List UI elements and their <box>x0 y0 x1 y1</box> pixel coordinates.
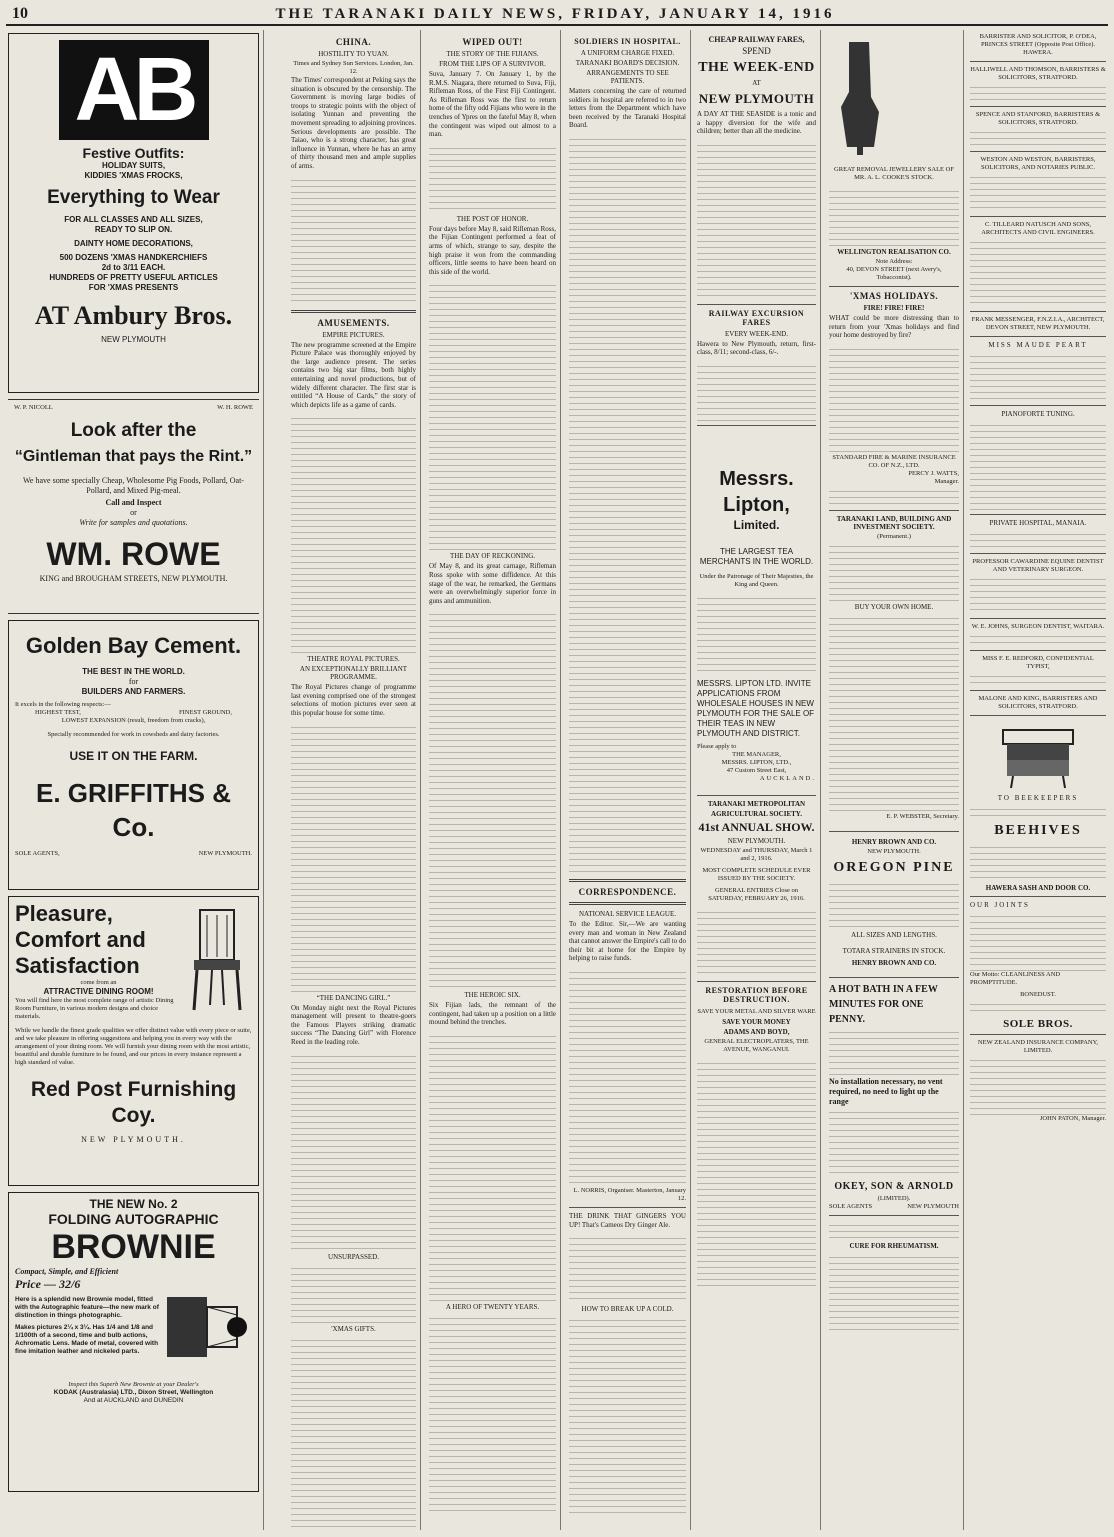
ab-logo: AB <box>59 40 209 140</box>
redpost-text: come from an <box>80 979 117 986</box>
brownie-line: Compact, Simple, and Efficient <box>15 1267 119 1276</box>
text-block <box>569 134 686 874</box>
lipton-title: Messrs. Lipton, <box>719 467 794 516</box>
ad-line: NEW PLYMOUTH <box>907 1202 959 1210</box>
cement-line: USE IT ON THE FARM. <box>69 749 198 763</box>
chair-illustration <box>182 905 252 1015</box>
professional-card: W. E. JOHNS, SURGEON DENTIST, WAITARA. <box>971 623 1105 630</box>
brownie-line: Makes pictures 2¼ x 3¼. Has 1/4 and 1/8 and 1/100th of a second, time and bulb actions, Achromatic Lens. Made of metal, covered with fine imitation leather and nickeled parts. <box>15 1324 159 1355</box>
cement-line: LOWEST EXPANSION (result, freedom from cracks), <box>61 717 206 724</box>
article-text: Matters concerning the care of returned soldiers in hospital are referred to in two letters from the Department which have been received by the Taranaki Hospital Board. <box>569 87 686 130</box>
article-heading: AMUSEMENTS. <box>317 317 390 328</box>
rowe-text: Call and Inspect <box>105 498 162 507</box>
redpost-headline: Pleasure, <box>15 901 113 926</box>
ad-line: ADAMS AND BOYD, <box>723 1027 790 1036</box>
article-subheading: 'XMAS GIFTS. <box>331 1324 376 1333</box>
show-heading: TARANAKI METROPOLITAN <box>707 799 806 808</box>
ambury-line: FOR 'XMAS PRESENTS <box>88 283 179 292</box>
text-block <box>569 1233 686 1303</box>
text-block <box>829 1107 959 1177</box>
text-block <box>291 722 416 992</box>
ad-line: AT <box>752 79 761 87</box>
rowe-text: We have some specially Cheap, Wholesome Pig Foods, Pollard, Oat-Pollard, and Mixed Pig-meal. <box>23 476 244 495</box>
text-block <box>697 140 816 300</box>
professional-card: PRIVATE HOSPITAL, MANAIA. <box>989 519 1087 527</box>
text-block <box>291 1051 416 1251</box>
text-block <box>970 911 1106 971</box>
rowe-headline: Look after the <box>70 420 197 441</box>
ad-line: E. P. WEBSTER, Secretary. <box>886 812 959 820</box>
griffiths-name: E. GRIFFITHS & Co. <box>36 778 231 842</box>
brownie-title: BROWNIE <box>51 1228 216 1266</box>
lipton-line: THE LARGEST TEA MERCHANTS IN THE WORLD. <box>699 546 814 566</box>
text-block <box>291 413 416 653</box>
professional-card: PIANOFORTE TUNING. <box>1001 410 1075 418</box>
article-subheading: UNSURPASSED. <box>328 1252 379 1261</box>
ad-line: Manager. <box>934 477 959 485</box>
ambury-line: 2d to 3/11 EACH. <box>101 263 166 272</box>
article-subheading: THE POST OF HONOR. <box>456 214 529 223</box>
rowe-text: Write for samples and quotations. <box>79 518 188 527</box>
brownie-line: FOLDING AUTOGRAPHIC <box>48 1211 219 1227</box>
article-heading: SOLDIERS IN HOSPITAL. <box>574 37 681 46</box>
text-block <box>970 631 1106 646</box>
text-block <box>569 1315 686 1515</box>
article-subheading: ARRANGEMENTS TO SEE PATIENTS. <box>586 69 669 85</box>
professional-card: SPENCE AND STANFORD, BARRISTERS & SOLICITORS, STRATFORD. <box>975 111 1101 126</box>
article-subheading: THEATRE ROYAL PICTURES. <box>307 655 400 664</box>
article-subheading: AN EXCEPTIONALLY BRILLIANT PROGRAMME. <box>299 665 408 682</box>
cement-ad <box>8 620 259 890</box>
text-block <box>829 486 959 506</box>
text-block <box>970 82 1106 102</box>
text-block <box>829 186 959 246</box>
lipton-line: MESSRS. LIPTON LTD. INVITE APPLICATIONS FROM WHOLESALE HOUSES IN NEW PLYMOUTH FOR THE SALE OF THEIR TEAS IN NEW PLYMOUTH AND DISTRICT. <box>697 678 815 738</box>
ad-line: BUY YOUR OWN HOME. <box>854 602 934 611</box>
brownie-price: Price — 32/6 <box>15 1277 81 1291</box>
cement-line: SOLE AGENTS, <box>15 850 60 857</box>
article-subheading: THE HEROIC SIX. <box>464 991 521 1000</box>
text-block <box>970 351 1106 401</box>
text-block <box>829 344 959 454</box>
text-block <box>970 804 1106 819</box>
text-block <box>970 172 1106 212</box>
ad-subheading: FIRE! FIRE! FIRE! <box>863 304 925 312</box>
ambury-name: AT Ambury Bros. <box>34 301 233 330</box>
ad-line: HENRY BROWN AND CO. <box>851 958 937 967</box>
article-text: To the Editor. Sir,—We are wanting every man and woman in New Zealand that cannot answer the Empire's call to do their bit at home for the Empire by helping to raise funds. <box>569 919 686 963</box>
article-heading: CHINA. <box>335 37 372 47</box>
letter-signature: L. NORRIS, Organiser. Masterton, January 12. <box>573 1186 686 1202</box>
professional-card: WESTON AND WESTON, BARRISTERS, SOLICITORS, AND NOTARIES PUBLIC. <box>980 156 1096 171</box>
joints-line: SOLE BROS. <box>1003 1018 1073 1030</box>
camera-illustration <box>162 1267 252 1377</box>
text-block <box>829 1220 959 1240</box>
ad-line: (Permanent.) <box>877 532 911 540</box>
professional-card: BARRISTER AND SOLICITOR, P. O'DEA, PRINCES STREET (Opposite Post Office). HAWERA. <box>979 33 1097 56</box>
column-1 <box>4 30 264 1530</box>
text-block <box>429 1031 556 1301</box>
beehives-title: BEEHIVES <box>994 823 1082 838</box>
insurance-signature: JOHN PATON, Manager. <box>1039 1115 1106 1122</box>
redpost-ad <box>8 896 259 1186</box>
article-text: THE DRINK THAT GINGERS YOU UP! That's Cameos Dry Ginger Ale. <box>569 1211 686 1229</box>
article-text: Four days before May 8, said Rifleman Ross, the Fijian Contingent performed a feat of arms of which, strange to say, despite the high praise it won from the commanding officers, little seems to have been heard on this side of the world. <box>429 224 556 276</box>
ad-line: GREAT REMOVAL JEWELLERY SALE OF MR. A. L. COOKE'S STOCK. <box>834 166 954 181</box>
lipton-line: 47 Custom Street East, <box>726 766 787 774</box>
ad-line: PERCY J. WATTS, <box>908 469 959 477</box>
ad-line: WELLINGTON REALISATION CO. <box>837 248 951 256</box>
redpost-text: You will find here the most complete range of artistic Dining Room Furniture, in various modern designs and choice materials. <box>15 997 174 1020</box>
rowe-text: or <box>130 508 137 517</box>
article-subheading: HOW TO BREAK UP A COLD. <box>581 1305 674 1314</box>
brownie-line: THE NEW No. 2 <box>89 1197 178 1211</box>
professional-card: MISS F. E. REDFORD, CONFIDENTIAL TYPIST, <box>982 655 1094 670</box>
ad-heading: HENRY BROWN AND CO. <box>851 837 937 846</box>
brownie-line: KODAK (Australasia) LTD., Dixon Street, Wellington <box>53 1389 214 1396</box>
beekeeper-line: HAWERA SASH AND DOOR CO. <box>985 884 1091 892</box>
professional-card: MALONE AND KING, BARRISTERS AND SOLICITORS, STRATFORD. <box>978 695 1098 710</box>
insurance-title: NEW ZEALAND INSURANCE COMPANY, LIMITED. <box>977 1039 1099 1054</box>
ambury-line: READY TO SLIP ON. <box>94 225 173 234</box>
rowe-left: W. P. NICOLL <box>14 404 53 411</box>
text-block <box>291 175 416 305</box>
column-2 <box>287 30 421 1530</box>
text-block <box>429 280 556 550</box>
show-line: WEDNESDAY and THURSDAY, March 1 and 2, 1916. <box>700 846 813 862</box>
article-subheading: “THE DANCING GIRL.” <box>316 993 391 1002</box>
ad-line: Note Address: <box>875 258 913 265</box>
ad-line: TOTARA STRAINERS IN STOCK. <box>842 946 946 955</box>
show-line: GENERAL ENTRIES Close on SATURDAY, FEBRUARY 26, 1916. <box>708 886 805 902</box>
lipton-line: Under the Patronage of Their Majesties, the King and Queen. <box>699 572 814 588</box>
ad-text: Hawera to New Plymouth, return, first-class, 8/11; second-class, 6/-. <box>697 339 816 357</box>
redpost-text: While we handle the finest grade qualities we offer distinct value with every piece or suite, and we take pleasure in offering suggestions and helping you in every way with the arrangement of your dining room. We will furnish your dining room with the most artistic, beautiful and durable furniture to be found, and our prices in every instance represent a high standard of value. <box>15 1027 252 1066</box>
text-block <box>429 143 556 213</box>
text-block <box>970 999 1106 1014</box>
pointing-hand-illustration <box>829 37 889 157</box>
beekeeper-line: TO BEEKEEPERS <box>997 794 1079 802</box>
article-subheading: FROM THE LIPS OF A SURVIVOR. <box>439 60 546 68</box>
rowe-name: WM. ROWE <box>46 536 221 572</box>
text-block <box>970 1055 1106 1115</box>
brownie-line: Inspect this Superb New Brownie at your Dealer's <box>68 1381 199 1388</box>
text-block <box>970 529 1106 549</box>
article-heading: WIPED OUT! <box>462 37 523 47</box>
ambury-line: DAINTY HOME DECORATIONS, <box>74 239 193 248</box>
text-block <box>829 541 959 601</box>
cement-title: Golden Bay Cement. <box>25 633 242 658</box>
redpost-location: NEW PLYMOUTH. <box>81 1135 186 1144</box>
text-block <box>829 879 959 929</box>
article-subheading: THE DAY OF RECKONING. <box>449 552 536 561</box>
article-subheading: TARANAKI BOARD'S DECISION. <box>575 59 680 67</box>
text-block <box>697 361 816 421</box>
ambury-ad <box>8 33 259 393</box>
text-block <box>429 609 556 989</box>
article-text: Six Fijian lads, the remnant of the contingent, had taken up a position on a little mound behind the trenches. <box>429 1001 556 1027</box>
cement-line: Specially recommended for work in cowsheds and dairy factories. <box>47 731 220 738</box>
cement-line: It excels in the following respects:— <box>15 701 111 708</box>
show-line: MOST COMPLETE SCHEDULE EVER ISSUED BY THE SOCIETY. <box>702 866 811 882</box>
lipton-line: THE MANAGER, <box>732 750 781 758</box>
ad-line: 40, DEVON STREET (next Avery's, Tobacconist). <box>846 266 942 281</box>
cement-line: THE BEST IN THE WORLD. <box>82 667 185 676</box>
brownie-ad <box>8 1192 259 1492</box>
newspaper-title: THE TARANAKI DAILY NEWS, FRIDAY, JANUARY 14, 1916 <box>275 5 835 22</box>
ad-line: NEW PLYMOUTH. <box>867 847 921 855</box>
cement-line: for <box>128 677 139 686</box>
redpost-text: ATTRACTIVE DINING ROOM! <box>43 987 154 996</box>
text-block <box>970 127 1106 147</box>
ambury-line: HOLIDAY SUITS, <box>101 161 166 170</box>
ad-line: GENERAL ELECTROPLATERS, THE AVENUE, WANGANUI. <box>704 1037 809 1053</box>
masthead <box>6 4 1108 26</box>
ad-line: ALL SIZES AND LENGTHS. <box>851 930 937 939</box>
ambury-line: KIDDIES 'XMAS FROCKS, <box>84 171 183 180</box>
ad-line: STANDARD FIRE & MARINE INSURANCE CO. OF N.Z., LTD. <box>832 453 956 469</box>
redpost-name: Red Post Furnishing Coy. <box>30 1078 237 1127</box>
column-6 <box>825 30 964 1530</box>
rowe-address: KING and BROUGHAM STREETS, NEW PLYMOUTH. <box>39 574 228 583</box>
ambury-line: FOR ALL CLASSES AND ALL SIZES, <box>64 215 203 224</box>
text-block <box>970 420 1106 510</box>
cement-line: HIGHEST TEST, <box>35 709 81 716</box>
show-line: NEW PLYMOUTH. <box>727 836 786 845</box>
article-text: The Royal Pictures change of programme last evening comprised one of the strongest selections of motion pictures ever seen at this popular house for some time. <box>291 683 416 718</box>
beehive-illustration <box>993 720 1083 790</box>
text-block <box>291 1335 416 1530</box>
ambury-line: Festive Outfits: <box>82 145 185 161</box>
column-3 <box>425 30 561 1530</box>
lipton-line: MESSRS. LIPTON, LTD., <box>721 758 792 766</box>
article-subheading: HOSTILITY TO YUAN. <box>318 50 389 58</box>
ad-line: SPEND <box>742 46 771 56</box>
ad-heading: CHEAP RAILWAY FARES, <box>708 35 805 44</box>
text-block <box>970 842 1106 882</box>
text-block <box>970 671 1106 686</box>
ad-heading: RESTORATION BEFORE DESTRUCTION. <box>705 985 808 1004</box>
text-block <box>829 613 959 813</box>
ad-heading: RAILWAY EXCURSION FARES <box>708 308 805 327</box>
text-block <box>697 907 816 977</box>
text-block <box>970 574 1106 614</box>
ad-heading: TARANAKI LAND, BUILDING AND INVESTMENT SOCIETY. <box>836 514 952 531</box>
article-text: The new programme screened at the Empire Picture Palace was thoroughly enjoyed by the large audience present. The series contains two big star films, both highly entertaining and novel productions, but of widely different character. The first star is entitled “A House of Cards,” the story of which depicts life as a game of cards. <box>291 340 416 409</box>
dateline: Times and Sydney Sun Services. London, Jan. 12. <box>293 60 414 75</box>
ad-line: No installation necessary, no vent required, no need to light up the range <box>829 1076 943 1106</box>
ad-text: A DAY AT THE SEASIDE is a tonic and a happy diversion for the wife and children; better than all the medicine. <box>697 110 816 136</box>
joints-line: BONEDUST. <box>1020 991 1056 998</box>
lipton-line: Please apply to <box>697 742 737 750</box>
page-number: 10 <box>12 5 28 22</box>
ad-heading: CURE FOR RHEUMATISM. <box>849 1241 939 1250</box>
ad-headline: NEW PLYMOUTH <box>698 91 815 106</box>
brownie-line: Here is a splendid new Brownie model, fitted with the Autographic feature—the new mark of distinction in things photographic. <box>15 1296 159 1319</box>
rowe-right: W. H. ROWE <box>217 404 253 411</box>
cement-line: FINEST GROUND, <box>179 709 232 716</box>
article-subheading: THE STORY OF THE FIJIANS. <box>446 50 539 58</box>
column-4 <box>565 30 691 1530</box>
article-text: On Monday night next the Royal Pictures management will present to theatre-goers the Famous Players striking dramatic success “The Dancing Girl” with Florence Reed in the leading role. <box>291 1003 416 1047</box>
column-7 <box>966 30 1110 1530</box>
ambury-line: HUNDREDS OF PRETTY USEFUL ARTICLES <box>49 273 218 282</box>
text-block <box>697 593 816 673</box>
professional-card: DEVON STREET, NEW PLYMOUTH. <box>985 324 1091 331</box>
ad-headline: THE WEEK-END <box>698 60 815 75</box>
rowe-ad <box>8 399 259 614</box>
brownie-line: And at AUCKLAND and DUNEDIN <box>83 1397 184 1404</box>
ad-subheading: EVERY WEEK-END. <box>725 329 788 338</box>
ambury-location: NEW PLYMOUTH <box>101 335 166 344</box>
ad-line: (LIMITED). <box>877 1194 911 1202</box>
redpost-headline: Comfort and <box>15 927 146 952</box>
ambury-line: 500 DOZENS 'XMAS HANDKERCHIEFS <box>59 253 208 262</box>
professional-card: FRANK MESSENGER, F.N.Z.I.A., ARCHITECT, <box>971 316 1105 323</box>
text-block <box>970 237 1106 307</box>
article-text: Suva, January 7. On January 1, by the R.M.S. Niagara, there returned to Suva, Fiji, Rifleman Ross, of the First Fiji Contingent. As Rifleman Ross was the first to return home of the fifty odd Fijians who were in the trenches of Ypres on the fateful May 8, when the contingent was wiped out almost to a man. <box>429 70 556 139</box>
show-title: 41st ANNUAL SHOW. <box>698 819 815 834</box>
professional-card: PROFESSOR CAWARDINE EQUINE DENTIST AND VETERINARY SURGEON. <box>972 558 1104 573</box>
column-5 <box>693 30 821 1530</box>
article-subheading: EMPIRE PICTURES. <box>322 330 385 339</box>
ad-line: SAVE YOUR MONEY <box>722 1017 791 1026</box>
article-text: Of May 8, and its great carnage, Rifleman Ross spoke with some diffidence. At this stage of the war, he remarked, the Germans were an overwhelmingly superior force in guns and ammunition. <box>429 562 556 605</box>
show-heading: AGRICULTURAL SOCIETY. <box>711 809 802 818</box>
ad-heading: 'XMAS HOLIDAYS. <box>849 291 939 301</box>
article-text: The Times' correspondent at Peking says the situation is obscured by the censorship. The Government is moving large bodies of troops to strategic points with the object of isolating Yunnan and preventing the movement spreading to adjoining provinces. Serious developments are possible. The Taiao, who is a strong character, has great influence in Yunnan, where he has an army of thirty thousand men and ample supplies of arms. <box>291 76 416 170</box>
ad-headline: A HOT BATH IN A FEW MINUTES FOR ONE PENNY. <box>829 983 938 1025</box>
text-block <box>291 1263 416 1323</box>
article-subheading: NATIONAL SERVICE LEAGUE. <box>579 909 676 918</box>
article-subheading: A UNIFORM CHARGE FIXED. <box>580 49 675 57</box>
professional-card: HALLIWELL AND THOMSON, BARRISTERS & SOLICITORS, STRATFORD. <box>970 66 1106 81</box>
ad-heading: OKEY, SON & ARNOLD <box>834 1180 954 1192</box>
text-block <box>569 967 686 1187</box>
cement-line: BUILDERS AND FARMERS. <box>81 687 186 696</box>
lipton-line: AUCKLAND. <box>759 774 816 782</box>
cement-line: NEW PLYMOUTH. <box>198 850 252 857</box>
ambury-line: Everything to Wear <box>47 187 220 208</box>
text-block <box>829 1252 959 1332</box>
text-block <box>697 1058 816 1288</box>
joints-title: OUR JOINTS <box>970 901 1030 909</box>
professional-card: C. TILLEARD NATUSCH AND SONS, ARCHITECTS AND CIVIL ENGINEERS. <box>981 221 1095 236</box>
ad-headline: OREGON PINE <box>833 859 955 875</box>
text-block <box>429 1313 556 1513</box>
article-heading: CORRESPONDENCE. <box>578 886 677 897</box>
ad-line: SAVE YOUR METAL AND SILVER WARE <box>697 1007 816 1015</box>
professional-card: MISS MAUDE PEART <box>988 341 1088 349</box>
text-block <box>829 1027 959 1077</box>
rowe-headline: “Gintleman that pays the Rint.” <box>14 448 253 465</box>
ad-text: WHAT could be more distressing than to return from your 'Xmas holidays and find your home destroyed by fire? <box>829 314 959 340</box>
lipton-subtitle: Limited. <box>733 517 780 532</box>
joints-line: Our Motto: CLEANLINESS AND PROMPTITUDE. <box>970 971 1061 986</box>
redpost-headline: Satisfaction <box>15 953 140 978</box>
ad-line: SOLE AGENTS <box>829 1202 873 1210</box>
article-subheading: A HERO OF TWENTY YEARS. <box>445 1303 540 1312</box>
